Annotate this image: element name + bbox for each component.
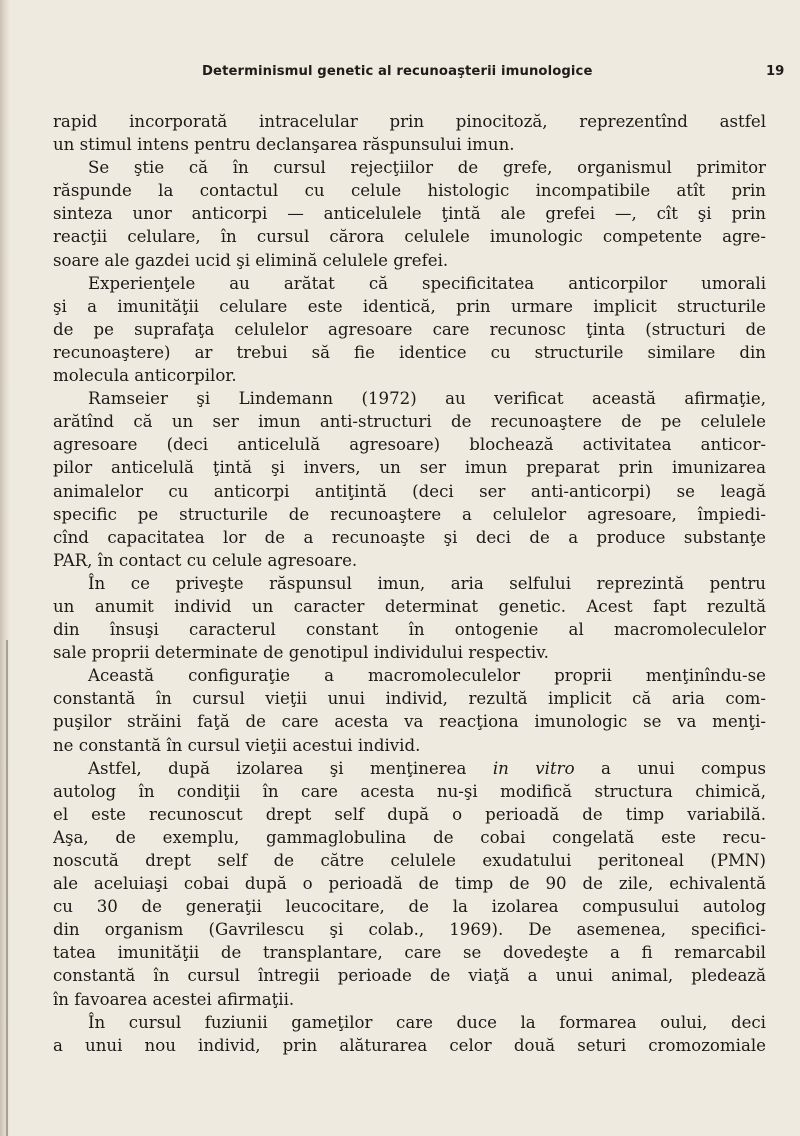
text-line: noscută drept self de către celulele exudatului peritoneal (PMN) [53,851,766,870]
text-line: din însuşi caracterul constant în ontogenie al macromoleculelor [53,620,766,640]
text-line: Experienţele au arătat că specificitatea anticorpilor umorali [88,273,766,293]
text-line: specific pe structurile de recunoaştere a celulelor agresoare, împiedi- [53,504,766,524]
text-line: În ce priveşte răspunsul imun, aria selfului reprezintă pentru [88,573,766,593]
binding-shadow [6,640,8,1136]
italic-term: in vitro [492,758,575,778]
text-line: În cursul fuziunii gameţilor care duce la formarea oului, deci [88,1012,766,1032]
text-line: răspunde la contactul cu celule histologic incompatibile atît prin [53,181,766,201]
text-line: a unui nou individ, prin alăturarea celor două seturi cromozomiale [53,1035,766,1055]
text-line: molecula anticorpilor. [53,366,237,386]
text-line: în favoarea acestei afirmaţii. [53,989,295,1009]
text-line: recunoaştere) ar trebui să fie identice cu structurile similare din [53,342,766,362]
text-line: PAR, în contact cu celule agresoare. [53,550,358,570]
text-line: Ramseier şi Lindemann (1972) au verificat această afirmaţie, [88,389,766,409]
text-line: Astfel, după izolarea şi menţinerea in vitro a unui compus [88,758,766,778]
text-line: animalelor cu anticorpi antiţintă (deci ser anti-anticorpi) se leagă [53,481,766,501]
running-header-title: Determinismul genetic al recunoaşterii imunologice [202,64,593,79]
text-line: Aşa, de exemplu, gammaglobulina de cobai congelată este recu- [53,827,766,847]
text-line: tatea imunităţii de transplantare, care se dovedeşte a fi remarcabil [53,943,766,963]
text-line: un stimul intens pentru declanşarea răspunsului imun. [53,135,515,155]
text-line: ne constantă în cursul vieţii acestui individ. [53,735,421,755]
text-line: un anumit individ un caracter determinat genetic. Acest fapt rezultă [53,596,766,616]
text-line: pilor anticelulă ţintă şi invers, un ser imun preparat prin imunizarea [53,458,766,478]
text-line: Această configuraţie a macromoleculelor proprii menţinîndu-se [88,666,766,686]
text-line: constantă în cursul întregii perioade de viaţă a unui animal, pledează [53,966,766,986]
text-line: arătînd că un ser imun anti-structuri de recunoaştere de pe celulele [53,412,766,432]
text-line: constantă în cursul vieţii unui individ, rezultă implicit că aria com- [53,689,766,709]
page-number: 19 [766,64,785,79]
text-line: şi a imunităţii celulare este identică, prin urmare implicit structurile [53,296,766,316]
text-line: de pe suprafaţa celulelor agresoare care recunosc ţinta (structuri de [53,319,766,339]
body-text [53,110,766,1057]
text-line: reacţii celulare, în cursul cărora celulele imunologic competente agre- [53,227,766,247]
text-line: agresoare (deci anticelulă agresoare) blochează activitatea anticor- [53,435,766,455]
text-line: sinteza unor anticorpi — anticelulele ţintă ale grefei —, cît şi prin [53,204,766,224]
text-line: cînd capacitatea lor de a recunoaşte şi deci de a produce substanţe [53,527,766,547]
text-line: puşilor străini faţă de care acesta va reacţiona imunologic se va menţi- [53,712,766,732]
text-line: rapid incorporată intracelular prin pinocitoză, reprezentînd astfel [53,112,766,131]
text-line: din organism (Gavrilescu şi colab., 1969). De asemenea, specifici- [53,920,766,940]
text-line: autolog în condiţii în care acesta nu-şi modifică structura chimică, [53,781,766,801]
text-line: cu 30 de generaţii leucocitare, de la izolarea compusului autolog [53,897,766,917]
page-left-edge [0,0,10,1136]
text-line: el este recunoscut drept self după o perioadă de timp variabilă. [53,804,766,824]
text-line: Se ştie că în cursul rejecţiilor de grefe, organismul primitor [88,158,766,178]
text-line: sale proprii determinate de genotipul individului respectiv. [53,643,549,663]
text-line: ale aceluiaşi cobai după o perioadă de timp de 90 de zile, echivalentă [53,874,766,894]
text-line: soare ale gazdei ucid şi elimină celulele grefei. [53,250,449,270]
